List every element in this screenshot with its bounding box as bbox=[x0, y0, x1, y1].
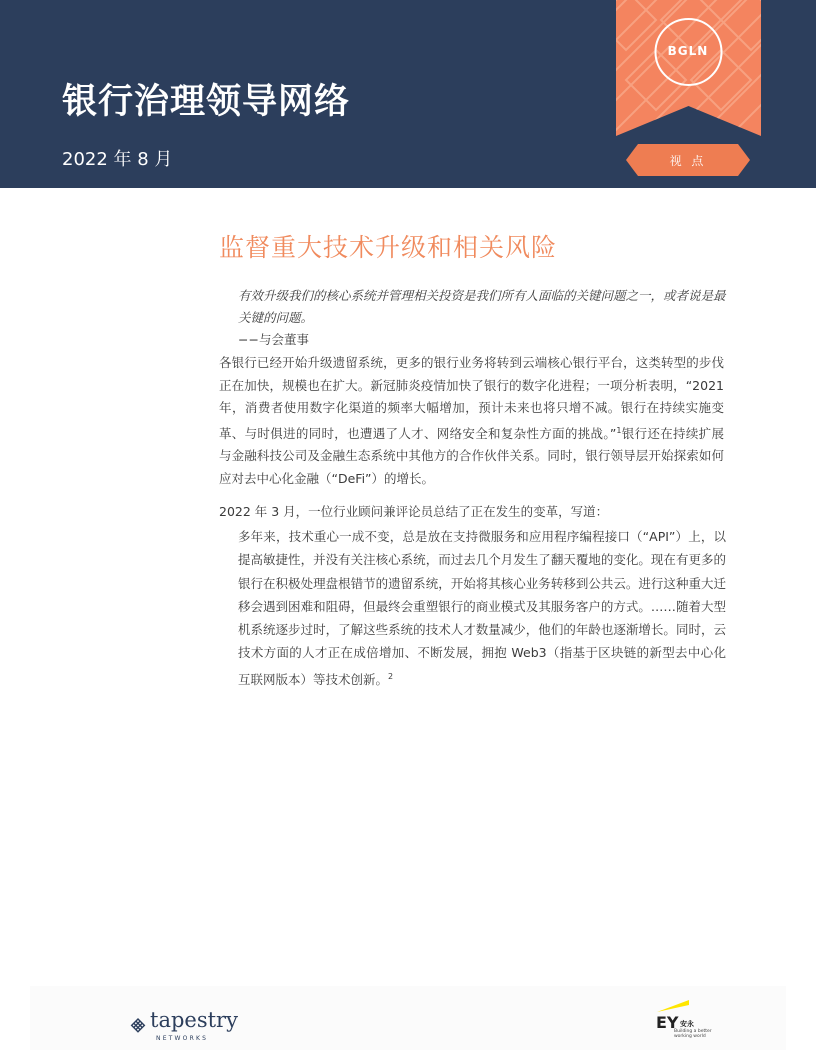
commentary-lead-paragraph: 2022 年 3 月，一位行业顾问兼评论员总结了正在发生的变革，写道： bbox=[219, 504, 609, 519]
blockquote-text: 多年来，技术重心一成不变，总是放在支持微服务和应用程序编程接口（“API”）上，以提高敏捷性，并没有关注核心系统，而过去几个月发生了翻天覆地的变化。现在有更多的银行在积极处理盘根错节的遗留系统，开始将其核心业务转移到公共云。进行这种重大迁移会遇到困难和阻碍，但最终会重塑银行的商业模式及其服务客户的方式。……随着大型机系统逐步过时，了解这些系统的技术人才数量减少，他们的年龄也逐渐增长。同时，云技术方面的人才正在成倍增加、不断发展，拥抱 Web3（指基于区块链的新型去中心化互联网版本）等技术创新。 bbox=[238, 529, 726, 687]
bgln-brand-label: BGLN bbox=[667, 44, 709, 58]
tapestry-wordmark: tapestry bbox=[150, 1008, 238, 1032]
commentary-blockquote bbox=[238, 525, 726, 691]
ey-chinese-name: 安永 bbox=[680, 1020, 694, 1028]
intro-paragraph-text-a: 各银行已经开始升级遗留系统，更多的银行业务将转到云端核心银行平台，这类转型的步伐正在加快，规模也在扩大。新冠肺炎疫情加快了银行的数字化进程；一项分析表明，“2021 年，消费者使用数字化渠道的频率大幅增加，预计未来也将只增不减。银行在持续实施变革、与时俱进的同时，也遭遇了人才、网络安全和复杂性方面的挑战。” bbox=[219, 355, 724, 441]
opening-quote: 有效升级我们的核心系统并管理相关投资是我们所有人面临的关键问题之一，或者说是最关键的问题。 bbox=[238, 288, 726, 325]
intro-paragraph-text-b: 银行还在持续扩展与金融科技公司及金融生态系统中其他方的合作伙伴关系。同时，银行领导层开始探索如何应对去中心化金融（“DeFi”）的增长。 bbox=[219, 425, 724, 486]
quote-attribution: −−与会董事 bbox=[238, 332, 309, 347]
ey-tagline: Building a better working world bbox=[674, 1029, 712, 1039]
intro-paragraph bbox=[219, 352, 724, 490]
tag-label: 视 点 bbox=[669, 154, 707, 168]
footnote-ref-2[interactable]: 2 bbox=[388, 671, 394, 681]
network-title: 银行治理领导网络 bbox=[62, 82, 351, 122]
tapestry-networks-label: NETWORKS bbox=[156, 1035, 209, 1042]
footnote-ref-1[interactable]: 1 bbox=[616, 425, 622, 435]
bgln-ribbon-badge bbox=[616, 0, 761, 136]
publication-date: 2022 年 8 月 bbox=[62, 149, 173, 170]
article-title: 监督重大技术升级和相关风险 bbox=[219, 233, 558, 262]
ey-wordmark: EY bbox=[656, 1013, 679, 1032]
